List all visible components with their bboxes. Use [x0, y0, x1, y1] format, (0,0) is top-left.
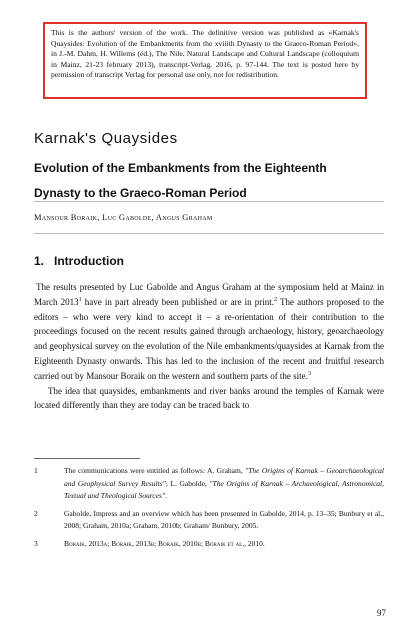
- footnote-text: [64, 465, 384, 503]
- footnote-1-part-c: ; L. Gabolde,: [165, 478, 210, 488]
- permission-notice-box: [43, 22, 367, 99]
- section-number: 1.: [34, 254, 45, 268]
- footnote-3: [34, 538, 384, 551]
- article-title: Karnak's Quaysides: [34, 130, 178, 147]
- footnotes: [34, 465, 384, 555]
- footnote-1-part-d: "The Origins of Karnak – Archaeological, Astronomical, Textual and Theological Sources": [64, 478, 384, 500]
- divider-top: [34, 201, 384, 202]
- paragraph-1-part-b: have in part already been published or are in print.: [81, 296, 275, 307]
- footnote-1-part-a: The communications were entitled as follows: A. Graham,: [64, 466, 246, 475]
- footnote-1: [34, 465, 384, 503]
- footnote-text: Boraik, 2013a; Boraik, 2013b; Boraik, 2010b; Boraik et al., 2010.: [64, 538, 265, 548]
- footnote-separator: [34, 458, 140, 459]
- body-text: [34, 280, 384, 413]
- footnote-ref-3[interactable]: 3: [307, 370, 311, 377]
- footnote-number: 2: [34, 508, 38, 518]
- footnote-1-part-b: "The Origins of Karnak – Geoarchaeological and Geophysical Survey Results": [64, 466, 384, 488]
- footnote-text: Gabolde, Impress and an overview which has been presented in Gabolde, 2014, p. 13–35; Bunbury et al., 2008; Graham, 2010a; Graham, 2010b; Graham/ Bunbury, 2005.: [64, 508, 384, 530]
- footnote-ref-1[interactable]: 1: [78, 296, 82, 303]
- author-list: Mansour Boraik, Luc Gabolde, Angus Graham: [34, 212, 213, 222]
- paragraph-2: The idea that quaysides, embankments and river banks around the temples of Karnak were located differently than they are today can be traced back to: [34, 385, 384, 411]
- footnote-ref-2[interactable]: 2: [274, 296, 278, 303]
- permission-notice-text: This is the authors' version of the work. The definitive version was published as «Karnak's Quaysides: Evolution of the Embankments from the xviiith Dynasty to the Graeco-Roman Period», in J.-M. Dahm, H. Willems (éd.), The Nile. Natural Landscape and Cultural Landscape (colloquium in Mainz, 21-23 february 2013), transcript-Verlag, 2016, p. 97-144. The text is posted here by permission of transcript Verlag for personal use only, not for redistribution.: [51, 28, 359, 80]
- footnote-2: [34, 508, 384, 533]
- footnote-1-part-e: .: [165, 491, 168, 500]
- section-heading: [34, 254, 124, 268]
- footnote-number: 1: [34, 466, 38, 475]
- paragraph-1-part-c: The authors proposed to the editors – who were very kind to accept it – a re-orientation of their contribution to the proceedings focused on the recent results gained through archaeology, history, geoarchaeology and geophysical survey on the evolution of the Nile embankments/quaysides at Karnak from the Eighteenth Dynasty onwards. This has led to the inclusion of the recent and fruitful research carried out by Mansour Boraik on the western and southern parts of the site.: [34, 296, 384, 381]
- article-subtitle: Evolution of the Embankments from the Eighteenth Dynasty to the Graeco-Roman Period: [34, 161, 327, 200]
- paragraph-1-part-a: The results presented by Luc Gabolde and Angus Graham at the symposium held at Mainz in March 2013: [34, 282, 384, 307]
- paragraph-1: [34, 280, 384, 384]
- section-title: Introduction: [54, 254, 124, 268]
- footnote-number: 3: [34, 538, 38, 548]
- divider-bottom: [34, 233, 384, 234]
- page-number: 97: [377, 608, 386, 618]
